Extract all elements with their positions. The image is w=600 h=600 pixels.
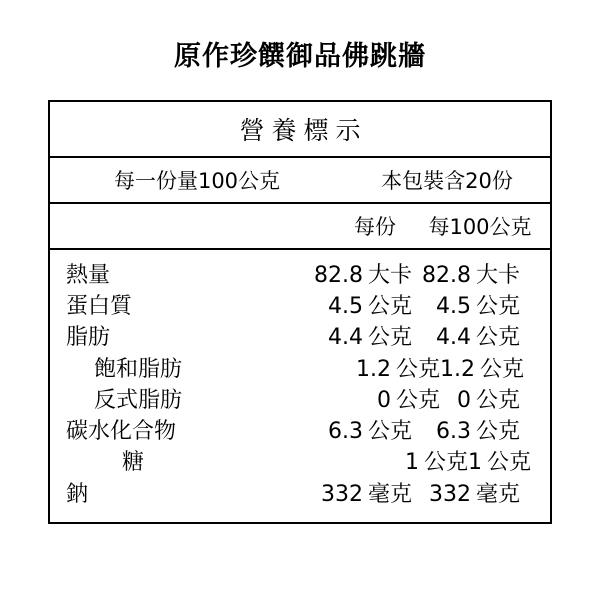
nutrient-name: 糖 bbox=[122, 450, 145, 476]
nutrient-per-100g-unit: 公克 bbox=[475, 294, 520, 320]
nutrient-name: 脂肪 bbox=[66, 325, 111, 351]
nutrient-per-serving bbox=[262, 322, 412, 353]
nutrient-per-serving-unit: 公克 bbox=[395, 356, 440, 382]
nutrient-per-100g-value: 4.4 bbox=[435, 325, 471, 351]
table-row bbox=[50, 291, 550, 322]
nutrient-per-serving-value: 4.4 bbox=[327, 325, 363, 351]
nutrient-name: 飽和脂肪 bbox=[94, 356, 183, 382]
nutrient-per-serving bbox=[262, 416, 412, 447]
nutrient-per-100g-unit: 公克 bbox=[475, 325, 520, 351]
nutrient-per-serving-value: 1 bbox=[404, 450, 419, 476]
table-row bbox=[50, 354, 550, 385]
nutrient-per-100g bbox=[468, 447, 561, 478]
nutrient-per-serving-value: 6.3 bbox=[327, 419, 363, 445]
column-header-name bbox=[50, 211, 246, 241]
nutrient-per-100g-value: 0 bbox=[456, 387, 471, 413]
page-title: 原作珍饌御品佛跳牆 bbox=[174, 41, 426, 72]
nutrient-per-100g-unit: 毫克 bbox=[475, 481, 520, 507]
nutrient-per-100g-value: 82.8 bbox=[422, 263, 471, 288]
table-row bbox=[50, 385, 550, 416]
nutrient-per-100g bbox=[412, 479, 550, 510]
nutrient-per-serving-unit: 公克 bbox=[367, 294, 412, 320]
nutrient-per-100g-unit: 公克 bbox=[487, 450, 532, 476]
serving-size-text: 每一份量100公克 bbox=[113, 169, 281, 193]
nutrient-per-serving bbox=[290, 354, 440, 385]
nutrient-per-serving-value: 82.8 bbox=[314, 263, 363, 288]
nutrient-per-serving-unit: 公克 bbox=[423, 450, 468, 476]
nutrient-per-serving-unit: 公克 bbox=[395, 387, 440, 413]
nutrient-per-100g-value: 6.3 bbox=[435, 419, 471, 445]
nutrient-rows bbox=[50, 250, 550, 522]
nutrient-per-serving-value: 4.5 bbox=[327, 294, 363, 320]
nutrient-per-serving bbox=[262, 479, 412, 510]
nutrient-per-serving bbox=[318, 447, 468, 478]
nutrient-per-serving-unit: 毫克 bbox=[367, 481, 412, 507]
table-row bbox=[50, 479, 550, 510]
nutrient-per-serving-value: 0 bbox=[376, 387, 391, 413]
nutrient-per-100g-value: 1 bbox=[468, 450, 482, 476]
nutrient-name: 反式脂肪 bbox=[94, 387, 183, 413]
nutrient-per-100g-unit: 大卡 bbox=[475, 263, 520, 288]
table-row bbox=[50, 260, 550, 291]
nutrient-per-100g-unit: 公克 bbox=[475, 419, 520, 445]
servings-per-container-text: 本包裝含20份 bbox=[381, 169, 513, 193]
nutrient-per-100g-value: 332 bbox=[428, 481, 471, 507]
nutrient-per-100g bbox=[440, 354, 554, 385]
nutrient-per-100g bbox=[412, 260, 550, 291]
nutrient-per-100g bbox=[412, 291, 550, 322]
column-header-row bbox=[50, 204, 550, 250]
nutrient-per-100g-value: 1.2 bbox=[440, 356, 475, 382]
nutrient-per-serving-value: 1.2 bbox=[355, 356, 391, 382]
nutrient-per-serving bbox=[262, 291, 412, 322]
column-header-per-serving: 每份 bbox=[354, 215, 396, 239]
nutrient-per-100g-unit: 公克 bbox=[475, 387, 520, 413]
nutrient-per-serving bbox=[290, 385, 440, 416]
nutrient-name: 蛋白質 bbox=[66, 294, 133, 320]
nutrient-name: 碳水化合物 bbox=[66, 419, 177, 445]
nutrient-per-100g-value: 4.5 bbox=[435, 294, 471, 320]
nutrient-per-100g bbox=[440, 385, 550, 416]
nutrient-per-100g bbox=[412, 416, 550, 447]
nutrient-per-100g bbox=[412, 322, 550, 353]
table-row bbox=[50, 416, 550, 447]
nutrient-per-serving-unit: 大卡 bbox=[367, 263, 412, 288]
column-header-per-100g: 每100公克 bbox=[428, 215, 532, 239]
nutrient-per-serving-unit: 公克 bbox=[367, 325, 412, 351]
nutrient-per-serving bbox=[262, 260, 412, 291]
nutrient-per-serving-unit: 公克 bbox=[367, 419, 412, 445]
table-row bbox=[50, 322, 550, 353]
nutrition-table-heading: 營養標示 bbox=[50, 102, 550, 158]
nutrient-name: 鈉 bbox=[66, 481, 89, 507]
table-row bbox=[50, 447, 550, 478]
nutrient-name: 熱量 bbox=[66, 263, 111, 288]
nutrition-facts-table bbox=[48, 100, 552, 524]
nutrient-per-100g-unit: 公克 bbox=[480, 356, 525, 382]
nutrient-per-serving-value: 332 bbox=[320, 481, 363, 507]
serving-info-row bbox=[50, 158, 550, 204]
